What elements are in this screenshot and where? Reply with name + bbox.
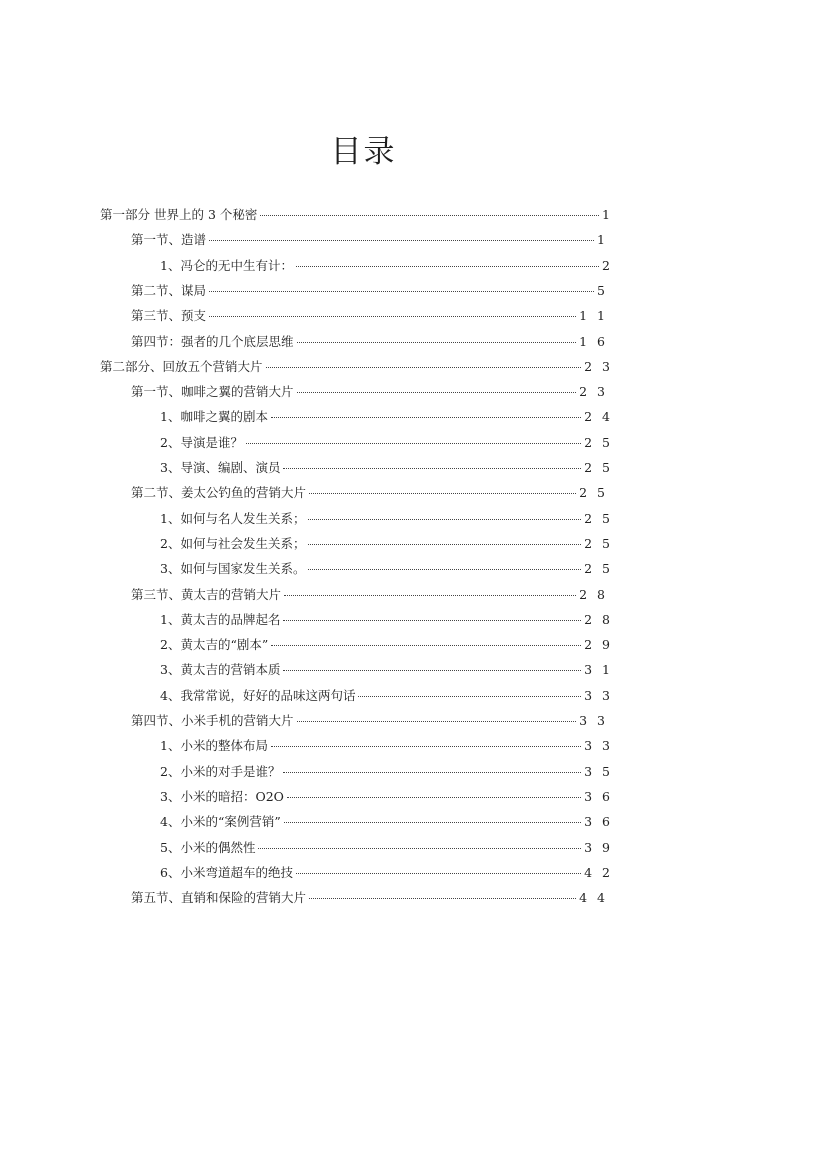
toc-entry-page-number: 4 2 [584,865,613,880]
toc-entry[interactable] [160,787,613,807]
dot-leader [309,492,576,494]
toc-entry-page-number: 3 3 [584,738,613,753]
toc-entry-label: 第四节：强者的几个底层思维 [131,334,294,349]
toc-entry-page-number: 2 8 [579,587,608,602]
dot-leader [309,897,576,899]
toc-entry-page-number: 1 1 [579,308,608,323]
toc-entry-label: 2、导演是谁？ [160,435,243,450]
toc-entry-page-number: 2 [602,258,613,273]
dot-leader [287,796,581,798]
toc-entry-page-number: 2 8 [584,612,613,627]
toc-entry[interactable] [131,332,608,352]
toc-entry-page-number: 5 [597,283,608,298]
dot-leader [271,745,581,747]
dot-leader [308,518,581,520]
toc-entry-label: 第二节、谋局 [131,283,207,298]
toc-entry-label: 2、黄太吉的“剧本” [160,637,269,652]
toc-entry-label: 第二部分、回放五个营销大片 [100,359,263,374]
toc-entry[interactable] [160,256,613,276]
toc-entry[interactable] [160,635,613,655]
dot-leader [283,619,581,621]
toc-entry-page-number: 3 6 [584,814,613,829]
dot-leader [296,265,599,267]
dot-leader [209,239,594,241]
toc-entry[interactable] [131,483,608,503]
toc-entry-label: 2、如何与社会发生关系； [160,536,306,551]
toc-entry[interactable] [100,205,613,225]
toc-entry[interactable] [100,357,613,377]
toc-entry[interactable] [160,433,613,453]
dot-leader [266,366,582,368]
toc-entry-page-number: 4 4 [579,890,608,905]
dot-leader [209,290,594,292]
toc-entry[interactable] [160,407,613,427]
dot-leader [297,391,577,393]
dot-leader [284,594,576,596]
dot-leader [296,872,581,874]
toc-entry-label: 第四节、小米手机的营销大片 [131,713,294,728]
toc-entry[interactable] [160,762,613,782]
toc-entry-label: 第二节、姜太公钓鱼的营销大片 [131,485,307,500]
toc-entry-page-number: 3 6 [584,789,613,804]
toc-entry-label: 1、咖啡之翼的剧本 [160,409,268,424]
toc-entry-label: 2、小米的对手是谁？ [160,764,281,779]
dot-leader [297,720,577,722]
toc-entry[interactable] [160,660,613,680]
toc-entry[interactable] [160,559,613,579]
toc-entry[interactable] [131,230,608,250]
toc-entry-label: 第一节、造谱 [131,232,207,247]
toc-entry[interactable] [131,711,608,731]
toc-entry-label: 第三节、预支 [131,308,207,323]
dot-leader [258,847,581,849]
toc-entry-page-number: 3 3 [584,688,613,703]
toc-entry[interactable] [160,863,613,883]
toc-entry-label: 5、小米的偶然性 [160,840,256,855]
toc-entry[interactable] [160,458,613,478]
toc-entry-page-number: 2 5 [584,435,613,450]
toc-entry-label: 3、导演、编剧、演员 [160,460,281,475]
toc-entry-page-number: 1 [602,207,613,222]
toc-entry-label: 第一部分 世界上的 3 个秘密 [100,207,258,222]
dot-leader [260,214,599,216]
toc-entry[interactable] [160,812,613,832]
dot-leader [271,644,581,646]
dot-leader [283,467,581,469]
toc-entry[interactable] [160,838,613,858]
dot-leader [271,416,581,418]
toc-entry-page-number: 2 5 [584,460,613,475]
toc-entry-label: 第五节、直销和保险的营销大片 [131,890,307,905]
toc-entry[interactable] [131,585,608,605]
toc-entry-label: 4、我常常说，好好的品味这两句话 [160,688,356,703]
toc-entry[interactable] [131,281,608,301]
toc-entry-page-number: 3 9 [584,840,613,855]
toc-entry-page-number: 3 5 [584,764,613,779]
toc-entry-label: 1、小米的整体布局 [160,738,268,753]
toc-entry[interactable] [160,534,613,554]
toc-entry[interactable] [160,509,613,529]
toc-entry-page-number: 2 5 [584,561,613,576]
dot-leader [246,442,581,444]
toc-entry-page-number: 1 6 [579,334,608,349]
dot-leader [284,821,581,823]
toc-entry-page-number: 2 5 [579,485,608,500]
toc-entry-page-number: 2 5 [584,536,613,551]
toc-entry[interactable] [160,610,613,630]
toc-entry-page-number: 2 3 [584,359,613,374]
dot-leader [308,543,581,545]
toc-entry-page-number: 2 3 [579,384,608,399]
dot-leader [358,695,581,697]
toc-entry[interactable] [160,686,613,706]
toc-entry-label: 3、小米的暗招：O2O [160,789,284,804]
toc-entry-label: 第三节、黄太吉的营销大片 [131,587,282,602]
toc-entry-label: 3、黄太吉的营销本质 [160,662,281,677]
dot-leader [297,341,577,343]
toc-entry-label: 6、小米弯道超车的绝技 [160,865,293,880]
dot-leader [283,771,581,773]
toc-entry-label: 1、如何与名人发生关系； [160,511,306,526]
toc-entry-page-number: 3 1 [584,662,613,677]
toc-entry[interactable] [160,736,613,756]
toc-entry-page-number: 2 5 [584,511,613,526]
toc-entry[interactable] [131,382,608,402]
toc-entry[interactable] [131,888,608,908]
toc-entry-label: 第一节、咖啡之翼的营销大片 [131,384,294,399]
toc-entry[interactable] [131,306,608,326]
toc-title: 目录 [330,134,397,170]
toc-entry-label: 1、黄太吉的品牌起名 [160,612,281,627]
dot-leader [209,315,576,317]
toc-entry-label: 3、如何与国家发生关系。 [160,561,306,576]
toc-entry-label: 4、小米的“案例营销” [160,814,281,829]
toc-entry-page-number: 1 [597,232,608,247]
toc-entry-page-number: 3 3 [579,713,608,728]
toc-entry-page-number: 2 9 [584,637,613,652]
toc-entry-label: 1、冯仑的无中生有计： [160,258,293,273]
dot-leader [308,568,581,570]
dot-leader [283,669,581,671]
toc-entry-page-number: 2 4 [584,409,613,424]
